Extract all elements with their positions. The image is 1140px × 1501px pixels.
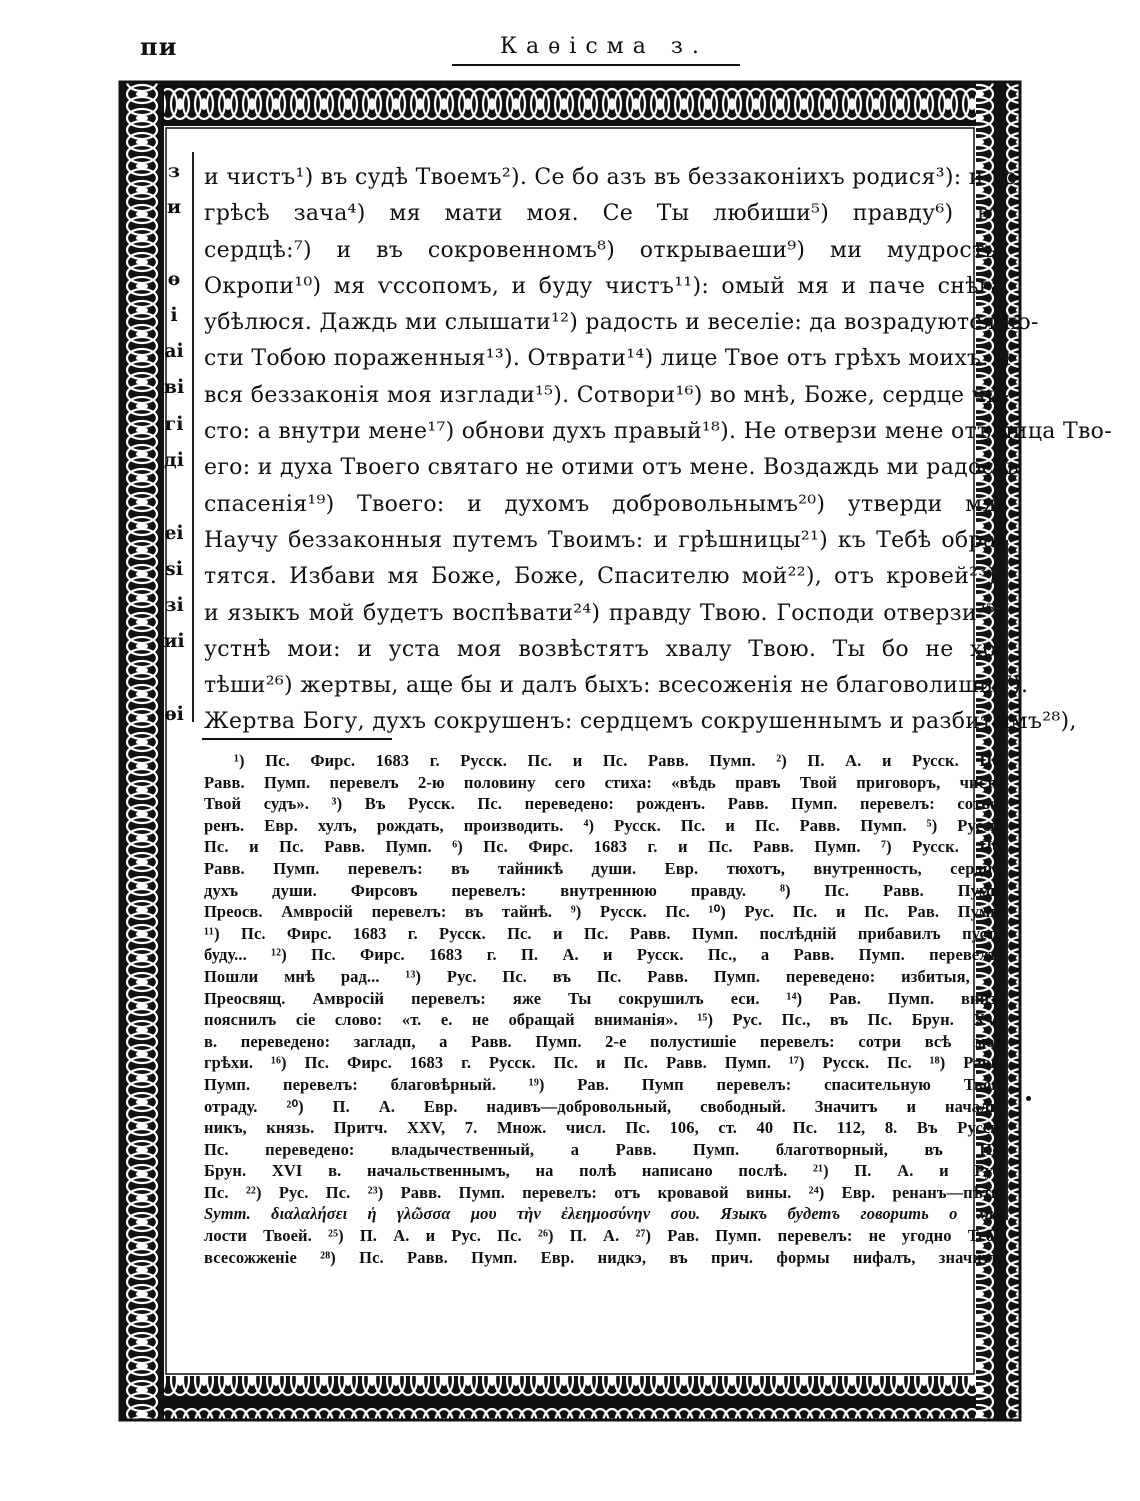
verse-number: аі [164, 340, 184, 362]
footnote-line: никъ, князь. Притч. XXV, 7. Множ. числ. Пс. 106, ст. 40 Пс. 112, 8. Въ Русск. [204, 1118, 1004, 1138]
text-line: сто: а внутри мене¹⁷) обнови духъ правый¹⁸). Не отверзи мене отъ лица Тво- [204, 419, 1112, 445]
text-line: тѣши²⁶) жертвы, аще бы и далъ быхъ: всесоженія не благоволиши²⁷). [204, 673, 1029, 699]
verse-number: еі [164, 522, 184, 544]
text-line: вся беззаконія моя изглади¹⁵). Сотвори¹⁶) во мнѣ, Боже, сердце чи- [204, 382, 1010, 408]
verse-number: гі [164, 413, 184, 435]
text-line: его: и духа Твоего святаго не отими отъ мене. Воздаждь ми радость [204, 455, 1019, 481]
margin-dot [1026, 1096, 1031, 1101]
verse-number: зі [164, 594, 184, 616]
verse-number: і [170, 304, 178, 326]
verse-number: з [167, 160, 181, 182]
footnote-line: Брун. XVI в. начальственнымъ, на полѣ написано послѣ. ²¹) П. А. и Рус. [204, 1161, 1004, 1181]
footnote-line: ¹) Пс. Фирс. 1683 г. Русск. Пс. и Пс. Равв. Пумп. ²) П. А. и Русск. Пс. [234, 751, 1004, 770]
footnote-line: в. переведено: загладп, а Равв. Пумп. 2-е полустишіе перевелъ: сотри всѣ мои [204, 1031, 1004, 1051]
page-number: пи [140, 32, 178, 61]
text-line: грѣсѣ зача⁴) мя мати моя. Се Ты любиши⁵) правду⁶) въ [204, 201, 1004, 227]
text-line: и чистъ¹) въ судѣ Твоемъ²). Се бо азъ въ беззаконіихъ родися³): и во [204, 165, 1018, 190]
footnote-line: Пумп. перевелъ: благовѣрный. ¹⁹) Рав. Пумп перевелъ: спасительную Твою [204, 1074, 1004, 1094]
footnote-line: Твой судъ». ³) Въ Русск. Пс. переведено: рожденъ. Равв. Пумп. перевелъ: сотво- [204, 794, 1004, 814]
verse-number: ді [164, 449, 184, 471]
footnote-line: грѣхи. ¹⁶) Пс. Фирс. 1683 г. Русск. Пс. и Пс. Равв. Пумп. ¹⁷) Русск. Пс. ¹⁸) Равв. [204, 1053, 1004, 1073]
footnotes [204, 750, 1004, 1268]
footnote-line: Пс. переведено: владычественный, а Равв. Пумп. благотворный, въ Пс. [204, 1139, 1004, 1159]
footnote-line: Пс. и Пс. Равв. Пумп. ⁶) Пс. Фирс. 1683 г. и Пс. Равв. Пумп. ⁷) Русск. Пс. [204, 837, 1004, 857]
verse-number: ѕі [165, 558, 183, 580]
footnote-line: Пс. ²²) Рус. Пс. ²³) Равв. Пумп. перевелъ: отъ кровавой вины. ²⁴) Евр. ренанъ—пѣть. [204, 1182, 1004, 1202]
text-line: тятся. Избави мя Боже, Боже, Спасителю мой²²), отъ кровей²³): [204, 564, 1004, 590]
footnote-line: буду... ¹²) Пс. Фирс. 1683 г. П. А. и Русск. Пс., а Равв. Пумп. перевелъ: [204, 945, 1004, 965]
footnote-line: ¹¹) Пс. Фирс. 1683 г. Русск. Пс. и Пс. Равв. Пумп. послѣдній прибавилъ пусть [204, 923, 1004, 943]
verse-number: и [166, 196, 182, 218]
footnote-line: отраду. ²⁰) П. А. Евр. надивъ—добровольный, свободный. Значитъ и началь- [204, 1096, 1004, 1116]
footnote-line: Пошли мнѣ рад... ¹³) Рус. Пс. въ Пс. Равв. Пумп. переведено: избитыя, а [204, 966, 1004, 986]
footnote-line: Равв. Пумп. перевелъ: въ тайникѣ души. Евр. тюхотъ, внутренность, сердце, [204, 858, 1004, 878]
running-title: Каѳісма з. [500, 34, 708, 59]
footnote-line: ренъ. Евр. хулъ, рождать, производить. ⁴) Русск. Пс. и Пс. Равв. Пумп. ⁵) Русск. [204, 815, 1004, 835]
verse-column-rule [192, 152, 194, 722]
text-line: сти Тобою пораженныя¹³). Отврати¹⁴) лице Твое отъ грѣхъ моихъ: и [204, 346, 1012, 372]
verse-number: ві [163, 376, 185, 398]
text-line: устнѣ мои: и уста моя возвѣстятъ хвалу Твою. Ты бо не хо- [204, 636, 1004, 662]
page-header [0, 28, 1140, 72]
footnote-line: Равв. Пумп. перевелъ 2-ю половину сего стиха: «вѣдь правъ Твой приговоръ, чистъ [204, 772, 1004, 792]
footnote-line: лости Твоей. ²⁵) П. А. и Рус. Пс. ²⁶) П. А. ²⁷) Рав. Пумп. перевелъ: не угодно Тебѣ [204, 1226, 1004, 1246]
footnote-line: Преосв. Амвросій перевелъ: въ тайнѣ. ⁹) Русск. Пс. ¹⁰) Рус. Пс. и Пс. Рав. Пумп. [204, 902, 1004, 922]
verse-number: иі [163, 630, 185, 652]
verse-number: ѳі [164, 703, 184, 725]
header-rule [452, 64, 740, 66]
text-line: Жертва Богу, духъ сокрушенъ: сердцемъ сокрушеннымъ и разбитымъ²⁸), [204, 709, 1077, 735]
footnote-line: всесожженіе ²⁸) Пс. Равв. Пумп. Евр. нидкэ, въ прич. формы нифалъ, значитъ, [204, 1247, 1004, 1267]
verse-number: ѳ [167, 268, 181, 290]
text-line: Научу беззаконныя путемъ Твоимъ: и грѣшницы²¹) къ Тебѣ обра- [204, 527, 1004, 553]
footnote-line: Преосвящ. Амвросій перевелъ: яже Ты сокрушилъ еси. ¹⁴) Рав. Пумп. внизу [204, 988, 1004, 1008]
text-line: спасенія¹⁹) Твоего: и духомъ добровольнымъ²⁰) утверди мя. [204, 491, 1004, 517]
verse-number-column [160, 160, 188, 725]
footnote-line: Symm. διαλαλήσει ἡ γλῶσσα μου τὴν ἐλεημοσύνην σου. Языкъ будетъ говорить о ми- [204, 1204, 1004, 1224]
text-line: сердцѣ:⁷) и въ сокровенномъ⁸) открываеши⁹) ми мудрость. [204, 237, 1004, 263]
footnote-rule [202, 738, 392, 740]
text-line: Окропи¹⁰) мя ѵссопомъ, и буду чистъ¹¹): омый мя и паче снѣга [204, 273, 1004, 299]
psalm-text [204, 160, 1112, 741]
right-margin-rule [1006, 540, 1008, 1220]
footnote-line: пояснилъ сіе слово: «т. е. не обращай вниманія». ¹⁵) Рус. Пс., въ Пс. Брун. XVI [204, 1010, 1004, 1030]
text-line: убѣлюся. Даждь ми слышати¹²) радость и веселіе: да возрадуются ко- [204, 310, 1039, 336]
text-line: и языкъ мой будетъ воспѣвати²⁴) правду Твою. Господи отверзи²⁵) [204, 600, 1004, 626]
footnote-line: духъ души. Фирсовъ перевелъ: внутреннюю правду. ⁸) Пс. Равв. Пумп. [204, 880, 1004, 900]
